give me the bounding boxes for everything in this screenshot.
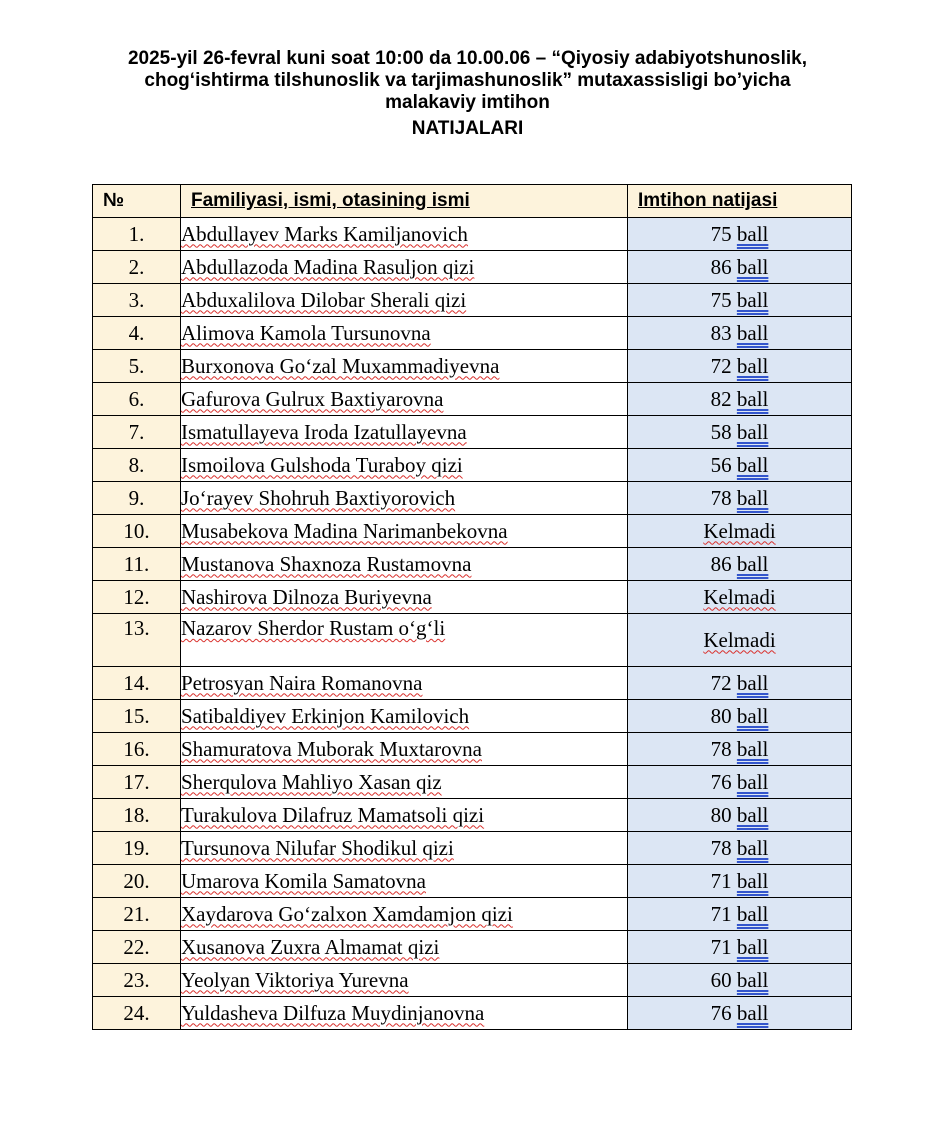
row-number: 2. [93,251,181,284]
row-score-unit: ball [736,736,769,761]
row-full-name: Jo‘rayev Shohruh Baxtiyorovich [181,485,456,510]
row-full-name-cell [181,997,628,1030]
row-score: 71 [710,901,732,926]
row-number: 17. [93,766,181,799]
row-result-cell [628,383,852,416]
row-number: 12. [93,581,181,614]
table-row [93,350,852,383]
table-row [93,931,852,964]
row-number: 19. [93,832,181,865]
row-score: 78 [710,485,732,510]
table-row [93,733,852,766]
table-row [93,482,852,515]
table-row [93,515,852,548]
row-full-name: Satibaldiyev Erkinjon Kamilovich [181,703,470,728]
row-full-name-cell [181,733,628,766]
row-result-cell [628,700,852,733]
row-score-unit: ball [736,386,769,411]
table-row [93,548,852,581]
row-absent-status: Kelmadi [703,627,776,652]
row-full-name-cell [181,931,628,964]
row-score-unit: ball [736,320,769,345]
row-score: 75 [710,221,732,246]
row-result-cell [628,482,852,515]
row-score-unit: ball [736,452,769,477]
row-number: 5. [93,350,181,383]
table-row [93,865,852,898]
row-full-name: Abdullazoda Madina Rasuljon qizi [181,254,475,279]
header-exam-result [628,185,852,218]
row-score: 60 [710,967,732,992]
row-full-name: Ismoilova Gulshoda Turaboy qizi [181,452,463,477]
table-row [93,251,852,284]
row-score-unit: ball [736,254,769,279]
table-row [93,581,852,614]
row-full-name: Burxonova Go‘zal Muxammadiyevna [181,353,500,378]
header-full-name [181,185,628,218]
row-score-unit: ball [736,835,769,860]
table-header-row [93,185,852,218]
row-result-cell [628,317,852,350]
row-result-cell [628,997,852,1030]
table-row [93,383,852,416]
table-row [93,614,852,667]
row-full-name: Shamuratova Muborak Muxtarovna [181,736,482,761]
row-number: 24. [93,997,181,1030]
row-full-name-cell [181,218,628,251]
row-score-unit: ball [736,1000,769,1025]
row-full-name: Xusanova Zuxra Almamat qizi [181,934,440,959]
row-result-cell [628,832,852,865]
row-result-cell [628,865,852,898]
row-full-name-cell [181,614,628,667]
row-number: 13. [93,614,181,667]
row-result-cell [628,350,852,383]
row-result-cell [628,548,852,581]
row-score: 71 [710,934,732,959]
row-full-name-cell [181,799,628,832]
table-row [93,964,852,997]
header-full-name-label: Familiyasi, ismi, otasining ismi [191,190,470,211]
row-full-name: Xaydarova Go‘zalxon Xamdamjon qizi [181,901,513,926]
row-number: 16. [93,733,181,766]
row-full-name-cell [181,548,628,581]
row-full-name: Ismatullayeva Iroda Izatullayevna [181,419,467,444]
row-full-name: Gafurova Gulrux Baxtiyarovna [181,386,444,411]
row-full-name: Turakulova Dilafruz Mamatsoli qizi [181,802,485,827]
row-score: 82 [710,386,732,411]
row-score: 76 [710,769,732,794]
row-full-name: Abdullayev Marks Kamiljanovich [181,221,468,246]
row-number: 7. [93,416,181,449]
heading-line-1: 2025-yil 26-fevral kuni soat 10:00 da 10.00.06 – “Qiyosiy adabiyotshunoslik, [127,48,808,69]
row-full-name-cell [181,482,628,515]
table-row [93,667,852,700]
row-full-name: Petrosyan Naira Romanovna [181,670,423,695]
row-full-name: Yeolyan Viktoriya Yurevna [181,967,409,992]
row-result-cell [628,733,852,766]
row-full-name: Mustanova Shaxnoza Rustamovna [181,551,472,576]
row-score-unit: ball [736,485,769,510]
heading-line-3: malakaviy imtihon [385,92,550,113]
row-result-cell [628,799,852,832]
row-full-name-cell [181,515,628,548]
row-score: 75 [710,287,732,312]
row-full-name: Tursunova Nilufar Shodikul qizi [181,835,454,860]
table-row [93,799,852,832]
row-full-name-cell [181,284,628,317]
row-result-cell [628,581,852,614]
row-result-cell [628,766,852,799]
table-row [93,832,852,865]
row-score: 71 [710,868,732,893]
row-score-unit: ball [736,287,769,312]
row-absent-status: Kelmadi [703,518,776,543]
row-score: 78 [710,736,732,761]
row-full-name: Alimova Kamola Tursunovna [181,320,431,345]
row-full-name-cell [181,416,628,449]
row-score: 76 [710,1000,732,1025]
document-heading [40,48,895,140]
row-full-name: Musabekova Madina Narimanbekovna [181,518,508,543]
row-result-cell [628,898,852,931]
row-full-name-cell [181,350,628,383]
row-number: 23. [93,964,181,997]
row-full-name: Sherqulova Mahliyo Xasan qiz [181,769,442,794]
row-number: 21. [93,898,181,931]
row-full-name: Yuldasheva Dilfuza Muydinjanovna [181,1000,485,1025]
row-full-name-cell [181,667,628,700]
row-score: 86 [710,254,732,279]
row-number: 22. [93,931,181,964]
row-full-name-cell [181,383,628,416]
row-result-cell [628,251,852,284]
results-table [92,184,852,1030]
row-result-cell [628,449,852,482]
row-full-name-cell [181,832,628,865]
row-full-name-cell [181,581,628,614]
row-score: 56 [710,452,732,477]
row-full-name-cell [181,700,628,733]
row-score: 86 [710,551,732,576]
table-row [93,284,852,317]
table-body [93,218,852,1030]
row-score: 78 [710,835,732,860]
row-score-unit: ball [736,353,769,378]
row-score: 83 [710,320,732,345]
table-row [93,700,852,733]
row-score: 58 [710,419,732,444]
table-row [93,766,852,799]
row-full-name-cell [181,449,628,482]
row-result-cell [628,667,852,700]
row-score-unit: ball [736,868,769,893]
row-number: 3. [93,284,181,317]
row-full-name-cell [181,766,628,799]
row-absent-status: Kelmadi [703,584,776,609]
heading-results-title: NATIJALARI [411,118,524,139]
header-exam-result-label: Imtihon natijasi [638,190,778,211]
header-number: № [93,185,181,218]
row-score: 80 [710,703,732,728]
row-result-cell [628,964,852,997]
table-row [93,997,852,1030]
row-result-cell [628,416,852,449]
row-result-cell [628,931,852,964]
row-score-unit: ball [736,670,769,695]
table-row [93,218,852,251]
row-number: 15. [93,700,181,733]
row-score-unit: ball [736,967,769,992]
row-number: 18. [93,799,181,832]
row-full-name: Nazarov Sherdor Rustam o‘g‘li [181,616,446,640]
row-number: 11. [93,548,181,581]
row-score-unit: ball [736,934,769,959]
row-full-name: Abduxalilova Dilobar Sherali qizi [181,287,467,312]
row-number: 14. [93,667,181,700]
row-score-unit: ball [736,769,769,794]
table-row [93,317,852,350]
row-score-unit: ball [736,802,769,827]
row-score: 72 [710,353,732,378]
row-full-name-cell [181,964,628,997]
row-score-unit: ball [736,703,769,728]
row-score-unit: ball [736,551,769,576]
row-result-cell [628,614,852,667]
row-full-name-cell [181,865,628,898]
row-result-cell [628,515,852,548]
row-number: 6. [93,383,181,416]
row-full-name-cell [181,898,628,931]
row-full-name: Nashirova Dilnoza Buriyevna [181,584,432,609]
row-score: 72 [710,670,732,695]
row-number: 9. [93,482,181,515]
row-number: 20. [93,865,181,898]
row-score-unit: ball [736,419,769,444]
table-row [93,898,852,931]
heading-line-2: chog‘ishtirma tilshunoslik va tarjimashunoslik” mutaxassisligi bo’yicha [144,70,791,91]
row-result-cell [628,284,852,317]
row-score-unit: ball [736,901,769,926]
row-result-cell [628,218,852,251]
row-full-name-cell [181,317,628,350]
table-row [93,449,852,482]
row-score-unit: ball [736,221,769,246]
row-number: 8. [93,449,181,482]
row-number: 10. [93,515,181,548]
row-score: 80 [710,802,732,827]
table-row [93,416,852,449]
row-number: 4. [93,317,181,350]
row-full-name: Umarova Komila Samatovna [181,868,426,893]
row-full-name-cell [181,251,628,284]
row-number: 1. [93,218,181,251]
